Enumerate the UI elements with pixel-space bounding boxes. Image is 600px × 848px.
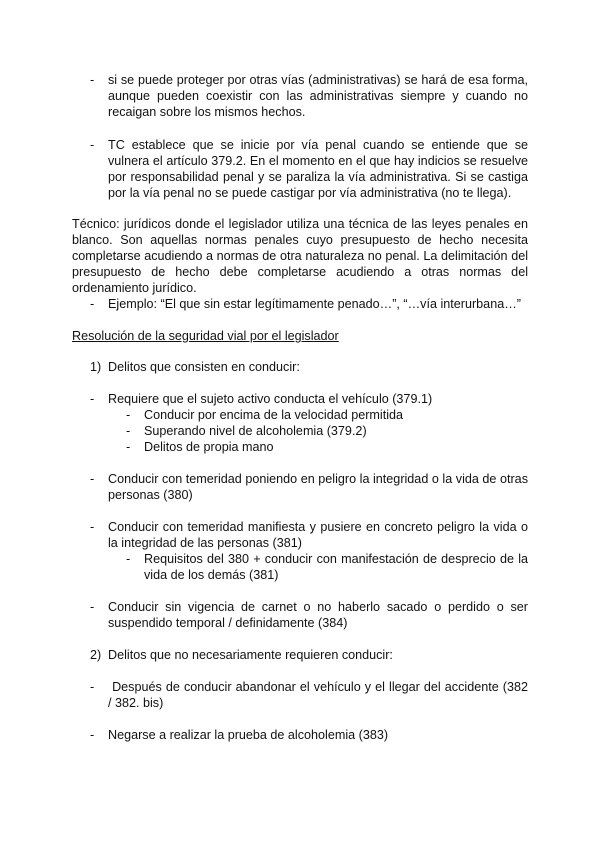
bullet-dash: - bbox=[90, 520, 95, 534]
numbered-heading-text: Delitos que consisten en conducir: bbox=[108, 360, 300, 374]
bullet-dash: - bbox=[90, 297, 95, 311]
sub-item-text: Delitos de propia mano bbox=[144, 440, 274, 454]
sub-item bbox=[126, 551, 528, 583]
bullet-text: TC establece que se inicie por vía penal cuando se entiende que se vulnera el artículo 379.2. En el momento en el que hay indicios se resuelve por responsabilidad penal y se paraliza la vía administrativa. Si se castiga por la vía penal no se puede castigar por vía administrativa (no te llega). bbox=[108, 138, 528, 200]
list-item bbox=[90, 519, 528, 551]
list-item-text: Negarse a realizar la prueba de alcoholemia (383) bbox=[108, 728, 389, 742]
list-item-text: Después de conducir abandonar el vehículo y el llegar del accidente (382 / 382. bis) bbox=[108, 680, 532, 710]
example-item bbox=[90, 296, 528, 312]
bullet-dash: - bbox=[126, 424, 131, 438]
tecnico-paragraph: Técnico: jurídicos donde el legislador utiliza una técnica de las leyes penales en blanco. Son aquellas normas penales cuyo presupuesto de hecho necesita completarse acudiendo a normas de otra naturaleza no penal. La delimitación del presupuesto de hecho debe completarse acudiendo a otras normas del ordenamiento jurídico. bbox=[72, 217, 528, 295]
list-item bbox=[90, 599, 528, 631]
numbered-heading-2 bbox=[90, 647, 528, 663]
sub-item bbox=[126, 423, 528, 439]
sub-item bbox=[126, 439, 528, 455]
list-item bbox=[90, 391, 528, 407]
bullet-dash: - bbox=[90, 73, 95, 87]
list-item-text: Conducir sin vigencia de carnet o no haberlo sacado o perdido o ser suspendido temporal / definidamente (384) bbox=[108, 600, 528, 630]
bullet-dash: - bbox=[90, 728, 95, 742]
example-text: Ejemplo: “El que sin estar legítimamente penado…”, “…vía interurbana…” bbox=[108, 297, 521, 311]
list-number: 2) bbox=[90, 648, 102, 662]
numbered-heading-text: Delitos que no necesariamente requieren conducir: bbox=[108, 648, 393, 662]
bullet-text: si se puede proteger por otras vías (administrativas) se hará de esa forma, aunque pueden coexistir con las administrativas siempre y cuando no recaigan sobre los mismos hechos. bbox=[108, 73, 528, 119]
bullet-dash: - bbox=[90, 680, 95, 694]
bullet-dash: - bbox=[90, 472, 95, 486]
bullet-dash: - bbox=[126, 408, 131, 422]
bullet-dash: - bbox=[90, 392, 95, 406]
bullet-dash: - bbox=[90, 138, 95, 152]
list-item-text: Requiere que el sujeto activo conducta el vehículo (379.1) bbox=[108, 392, 433, 406]
numbered-heading-1 bbox=[90, 359, 528, 375]
sub-item-text: Conducir por encima de la velocidad permitida bbox=[144, 408, 404, 422]
sub-item-text: Superando nivel de alcoholemia (379.2) bbox=[144, 424, 367, 438]
bullet-item bbox=[90, 137, 528, 201]
list-number: 1) bbox=[90, 360, 102, 374]
bullet-item bbox=[90, 72, 528, 120]
list-item bbox=[90, 727, 528, 743]
section-heading: Resolución de la seguridad vial por el legislador bbox=[72, 329, 339, 343]
bullet-dash: - bbox=[126, 440, 131, 454]
list-item-text: Conducir con temeridad manifiesta y pusiere en concreto peligro la vida o la integridad de las personas (381) bbox=[108, 520, 528, 550]
list-item-text: Conducir con temeridad poniendo en peligro la integridad o la vida de otras personas (380) bbox=[108, 472, 528, 502]
bullet-dash: - bbox=[126, 552, 131, 566]
sub-item bbox=[126, 407, 528, 423]
list-item bbox=[90, 679, 532, 711]
sub-item-text: Requisitos del 380 + conducir con manifestación de desprecio de la vida de los demás (381) bbox=[144, 552, 528, 582]
list-item bbox=[90, 471, 528, 503]
bullet-dash: - bbox=[90, 600, 95, 614]
